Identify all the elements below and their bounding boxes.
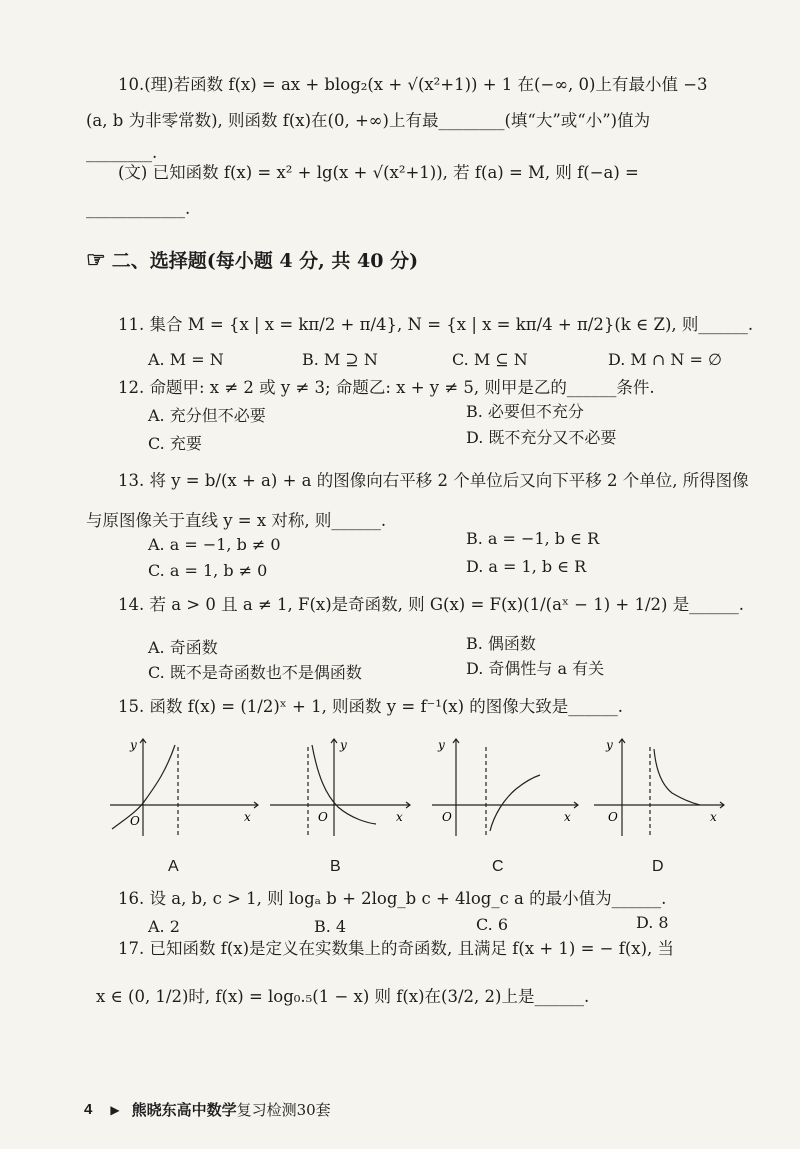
q12-stem: 12. 命题甲: x ≠ 2 或 y ≠ 3; 命题乙: x + y ≠ 5, 则甲是乙的______条件. [118,378,655,397]
graph-label-d: D [652,858,664,875]
graph-a-origin: O [130,814,140,828]
graph-d-origin: O [608,810,618,824]
graph-b [268,733,428,838]
q11-stem: 11. 集合 M = {x | x = kπ/2 + π/4}, N = {x | x = kπ/4 + π/2}(k ∈ Z), 则______. [118,315,754,334]
q12-option-c: C. 充要 [148,434,202,453]
graph-b-origin: O [318,810,328,824]
section-title: 二、选择题(每小题 4 分, 共 40 分) [111,250,419,272]
triangle-right-icon: ▶ [110,1102,120,1117]
q16-option-d: D. 8 [636,913,669,932]
q12-option-b: B. 必要但不充分 [466,402,584,421]
q14-option-d: D. 奇偶性与 a 有关 [466,659,605,678]
graph-c-y-label: y [438,738,445,752]
graph-d-y-label: y [606,738,613,752]
page-number: 4 [84,1101,93,1118]
graph-label-b: B [330,858,341,875]
q17-line2: x ∈ (0, 1/2)时, f(x) = log₀.₅(1 − x) 则 f(x)在(3/2, 2)上是______. [96,987,590,1006]
q15-stem: 15. 函数 f(x) = (1/2)ˣ + 1, 则函数 y = f⁻¹(x) 的图像大致是______. [118,697,624,716]
q12-option-d: D. 既不充分又不必要 [466,428,617,447]
q10-line5: ____________. [86,199,191,218]
graph-b-x-label: x [396,810,403,824]
q11-option-a: A. M = N [148,350,224,369]
section-heading [86,246,418,273]
graph-b-y-label: y [340,738,347,752]
graph-a-y-label: y [130,738,137,752]
q16-option-c: C. 6 [476,915,509,934]
q13-stem2: 与原图像关于直线 y = x 对称, 则______. [86,511,387,530]
pointing-hand-icon: ☞ [86,246,106,273]
q14-option-b: B. 偶函数 [466,634,536,653]
graph-label-a: A [168,858,179,875]
q10-line2: (a, b 为非零常数), 则函数 f(x)在(0, +∞)上有最________(填“大”或“小”)值为 [86,111,651,130]
footer-book-title: 复习检测30套 [236,1101,331,1119]
page-footer [84,1099,331,1120]
q14-option-c: C. 既不是奇函数也不是偶函数 [148,663,362,682]
graph-a-x-label: x [244,810,251,824]
q14-stem: 14. 若 a > 0 且 a ≠ 1, F(x)是奇函数, 则 G(x) = F(x)(1/(aˣ − 1) + 1/2) 是______. [118,595,744,614]
q14-option-a: A. 奇函数 [148,638,218,657]
graph-d [592,733,752,838]
q12-option-a: A. 充分但不必要 [148,406,266,425]
q16-option-b: B. 4 [314,917,347,936]
q13-option-b: B. a = −1, b ∈ R [466,529,600,548]
graph-label-c: C [492,858,504,875]
q13-option-d: D. a = 1, b ∈ R [466,557,587,576]
graph-a [108,733,268,838]
q10-line3: ________. [86,143,158,162]
q11-option-c: C. M ⊆ N [452,350,528,369]
footer-brand: 熊晓东高中数学 [131,1101,237,1119]
graph-d-x-label: x [710,810,717,824]
graph-c [430,733,590,838]
q11-option-d: D. M ∩ N = ∅ [608,350,722,369]
q16-stem: 16. 设 a, b, c > 1, 则 logₐ b + 2log_b c + 4log_c a 的最小值为______. [118,889,667,908]
q17-line1: 17. 已知函数 f(x)是定义在实数集上的奇函数, 且满足 f(x + 1) = − f(x), 当 [118,939,675,958]
graph-c-origin: O [442,810,452,824]
q11-option-b: B. M ⊇ N [302,350,378,369]
graph-c-x-label: x [564,810,571,824]
q10-line4: (文) 已知函数 f(x) = x² + lg(x + √(x²+1)), 若 f(a) = M, 则 f(−a) = [118,163,639,182]
q13-option-a: A. a = −1, b ≠ 0 [148,535,281,554]
q10-line1: 10.(理)若函数 f(x) = ax + blog₂(x + √(x²+1)) + 1 在(−∞, 0)上有最小值 −3 [118,75,708,94]
q13-stem: 13. 将 y = b/(x + a) + a 的图像向右平移 2 个单位后又向下平移 2 个单位, 所得图像 [118,471,749,490]
q13-option-c: C. a = 1, b ≠ 0 [148,561,268,580]
q16-option-a: A. 2 [148,917,180,936]
